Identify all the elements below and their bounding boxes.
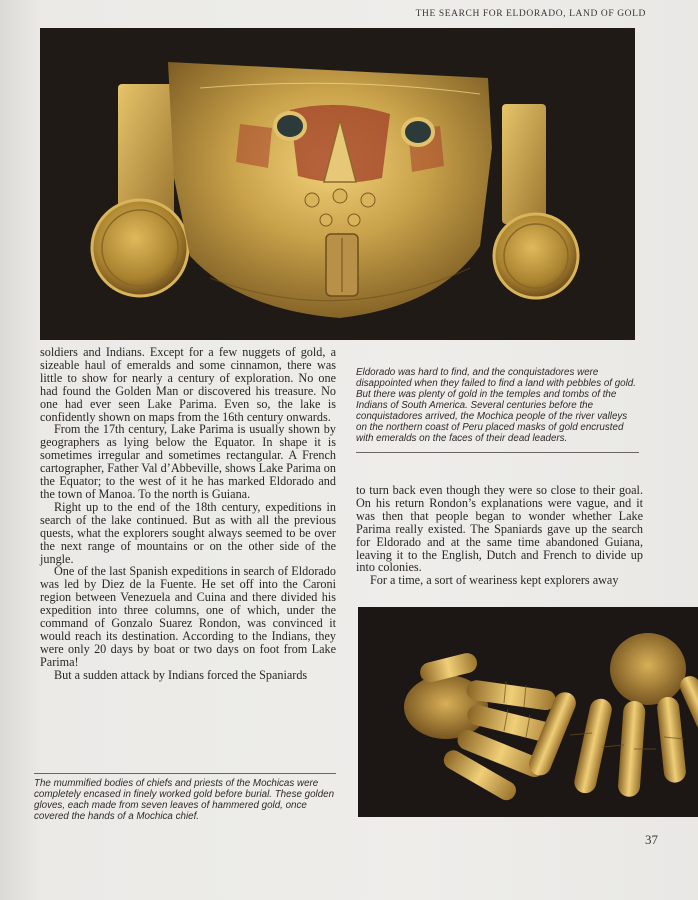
paragraph: to turn back even though they were so close to their goal. On his return Rondon’s explanations were vague, and it was then that people began to wonder whether Lake Parima really existed. The Spaniards gave up the search for Eldorado and at the same time abandoned Guiana, leaving it to the English, Dutch and French to divide up into colonies.	[356, 483, 643, 575]
paragraph: Right up to the end of the 18th century, expeditions in search of the lake continued. But as with all the previous quests, what the explorers sought always seemed to be over the next range of mountains or on the other side of the jungle.	[40, 499, 336, 566]
gold-mask-illustration	[40, 28, 635, 340]
paragraph: For a time, a sort of weariness kept explorers away	[370, 573, 619, 588]
caption-rule	[356, 452, 639, 453]
caption-rule	[34, 773, 336, 774]
caption-gold-mask: Eldorado was hard to find, and the conquistadores were disappointed when they failed to find a land with pebbles of gold. But there was plenty of gold in the temples and tombs of the Indians of South America. Several centuries before the conquistadores arrived, the Mochica people of the river valleys on the northern coast of Peru placed masks of gold encrusted with emeralds on the faces of their dead leaders.	[356, 367, 636, 444]
gold-gloves-illustration	[358, 607, 698, 817]
paragraph: From the 17th century, Lake Parima is usually shown by geographers as lying below the Equator. In shape it is sometimes irregular and sometimes rectangular. A French cartographer, Father Val d’Abbeville, shows Lake Parima on the Equator; to the west of it he has marked Eldorado and the town of Manoa. To the north is Guiana.	[40, 422, 336, 501]
paragraph: But a sudden attack by Indians forced the Spaniards	[54, 667, 308, 682]
paragraph: One of the last Spanish expeditions in search of Eldorado was led by Diez de la Fuente. He set off into the Caroni region between Venezuela and Cuina and there divided his expedition into three columns, one of which, under the command of Gonzalo Suarez Rondon, was convinced it would reach its destination. According to the Indians, they were only 20 days by boat or two days on foot from Lake Parima!	[40, 564, 336, 669]
paragraph: soldiers and Indians. Except for a few nuggets of gold, a sizeable haul of emeralds and some cinnamon, there was little to show for nearly a century of exploration. No one had found the Golden Man or discovered his treasure. No one had ever seen Lake Parima. Even so, the lake is confidently shown on maps from the 16th century onwards.	[40, 345, 336, 424]
running-head: THE SEARCH FOR ELDORADO, LAND OF GOLD	[415, 9, 646, 19]
gold-gloves-photo	[358, 607, 698, 817]
page-number: 37	[645, 832, 658, 847]
caption-gold-gloves: The mummified bodies of chiefs and priests of the Mochicas were completely encased in finely worked gold before burial. These golden gloves, each made from seven leaves of hammered gold, once covered the hands of a Mochica chief.	[34, 778, 335, 822]
gold-mask-photo	[40, 28, 635, 340]
left-text-column	[40, 346, 336, 682]
right-text-column	[356, 484, 643, 587]
